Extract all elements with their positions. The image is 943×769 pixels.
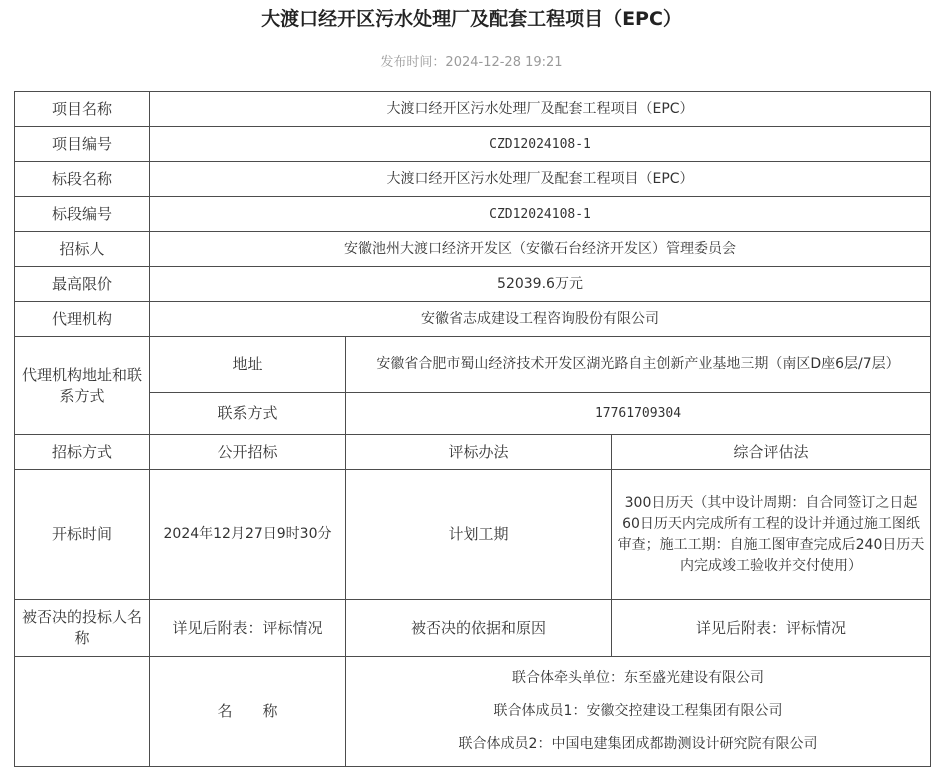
contact-label: 联系方式 [150, 393, 346, 435]
section-name-label: 标段名称 [15, 162, 150, 197]
table-row [15, 162, 931, 197]
publish-time: 发布时间：2024-12-28 19:21 [380, 55, 563, 70]
plan-period: 300日历天（其中设计周期：自合同签订之日起60日历天内完成所有工程的设计并通过施工图纸审查；施工工期：自施工图审查完成后240日历天内完成竣工验收并交付使用） [612, 470, 931, 600]
table-row [15, 232, 931, 267]
table-row [15, 393, 931, 435]
table-row [15, 267, 931, 302]
winner-name-label: 名 称 [150, 657, 346, 767]
reject-reason-value: 详见后附表：评标情况 [612, 600, 931, 657]
max-price-label: 最高限价 [15, 267, 150, 302]
winner-name-cell [346, 657, 931, 767]
project-info-table [14, 91, 931, 767]
project-code: CZD12024108-1 [150, 127, 931, 162]
open-time-label: 开标时间 [15, 470, 150, 600]
table-row [15, 435, 931, 470]
tender-method: 公开招标 [150, 435, 346, 470]
agency-contact: 17761709304 [346, 393, 931, 435]
table-row [15, 337, 931, 393]
tenderer-label: 招标人 [15, 232, 150, 267]
address-label: 地址 [150, 337, 346, 393]
project-name-label: 项目名称 [15, 92, 150, 127]
section-name: 大渡口经开区污水处理厂及配套工程项目（EPC） [150, 162, 931, 197]
tender-method-label: 招标方式 [15, 435, 150, 470]
jv-member-1: 联合体成员1：安徽交控建设工程集团有限公司 [493, 703, 783, 719]
table-row [15, 197, 931, 232]
max-price: 52039.6万元 [150, 267, 931, 302]
table-row [15, 657, 931, 767]
jv-lead: 联合体牵头单位：东至盛光建设有限公司 [512, 670, 764, 686]
winner-blank-cell [15, 657, 150, 767]
jv-member-2: 联合体成员2：中国电建集团成都勘测设计研究院有限公司 [458, 736, 818, 752]
page-title: 大渡口经开区污水处理厂及配套工程项目（EPC） [261, 8, 682, 30]
plan-period-label: 计划工期 [346, 470, 612, 600]
project-code-label: 项目编号 [15, 127, 150, 162]
reject-reason-label: 被否决的依据和原因 [346, 600, 612, 657]
tenderer: 安徽池州大渡口经济开发区（安徽石台经济开发区）管理委员会 [150, 232, 931, 267]
project-name: 大渡口经开区污水处理厂及配套工程项目（EPC） [150, 92, 931, 127]
table-row [15, 302, 931, 337]
table-row [15, 92, 931, 127]
eval-method-label: 评标办法 [346, 435, 612, 470]
agency: 安徽省志成建设工程咨询股份有限公司 [150, 302, 931, 337]
section-code-label: 标段编号 [15, 197, 150, 232]
open-time: 2024年12月27日9时30分 [150, 470, 346, 600]
table-row [15, 127, 931, 162]
rejected-bidders-value: 详见后附表：评标情况 [150, 600, 346, 657]
rejected-bidders-label: 被否决的投标人名称 [15, 600, 150, 657]
table-row [15, 600, 931, 657]
eval-method: 综合评估法 [612, 435, 931, 470]
section-code: CZD12024108-1 [150, 197, 931, 232]
agency-contact-label: 代理机构地址和联系方式 [15, 337, 150, 435]
table-row [15, 470, 931, 600]
agency-label: 代理机构 [15, 302, 150, 337]
agency-address: 安徽省合肥市蜀山经济技术开发区湖光路自主创新产业基地三期（南区D座6层/7层） [346, 337, 931, 393]
